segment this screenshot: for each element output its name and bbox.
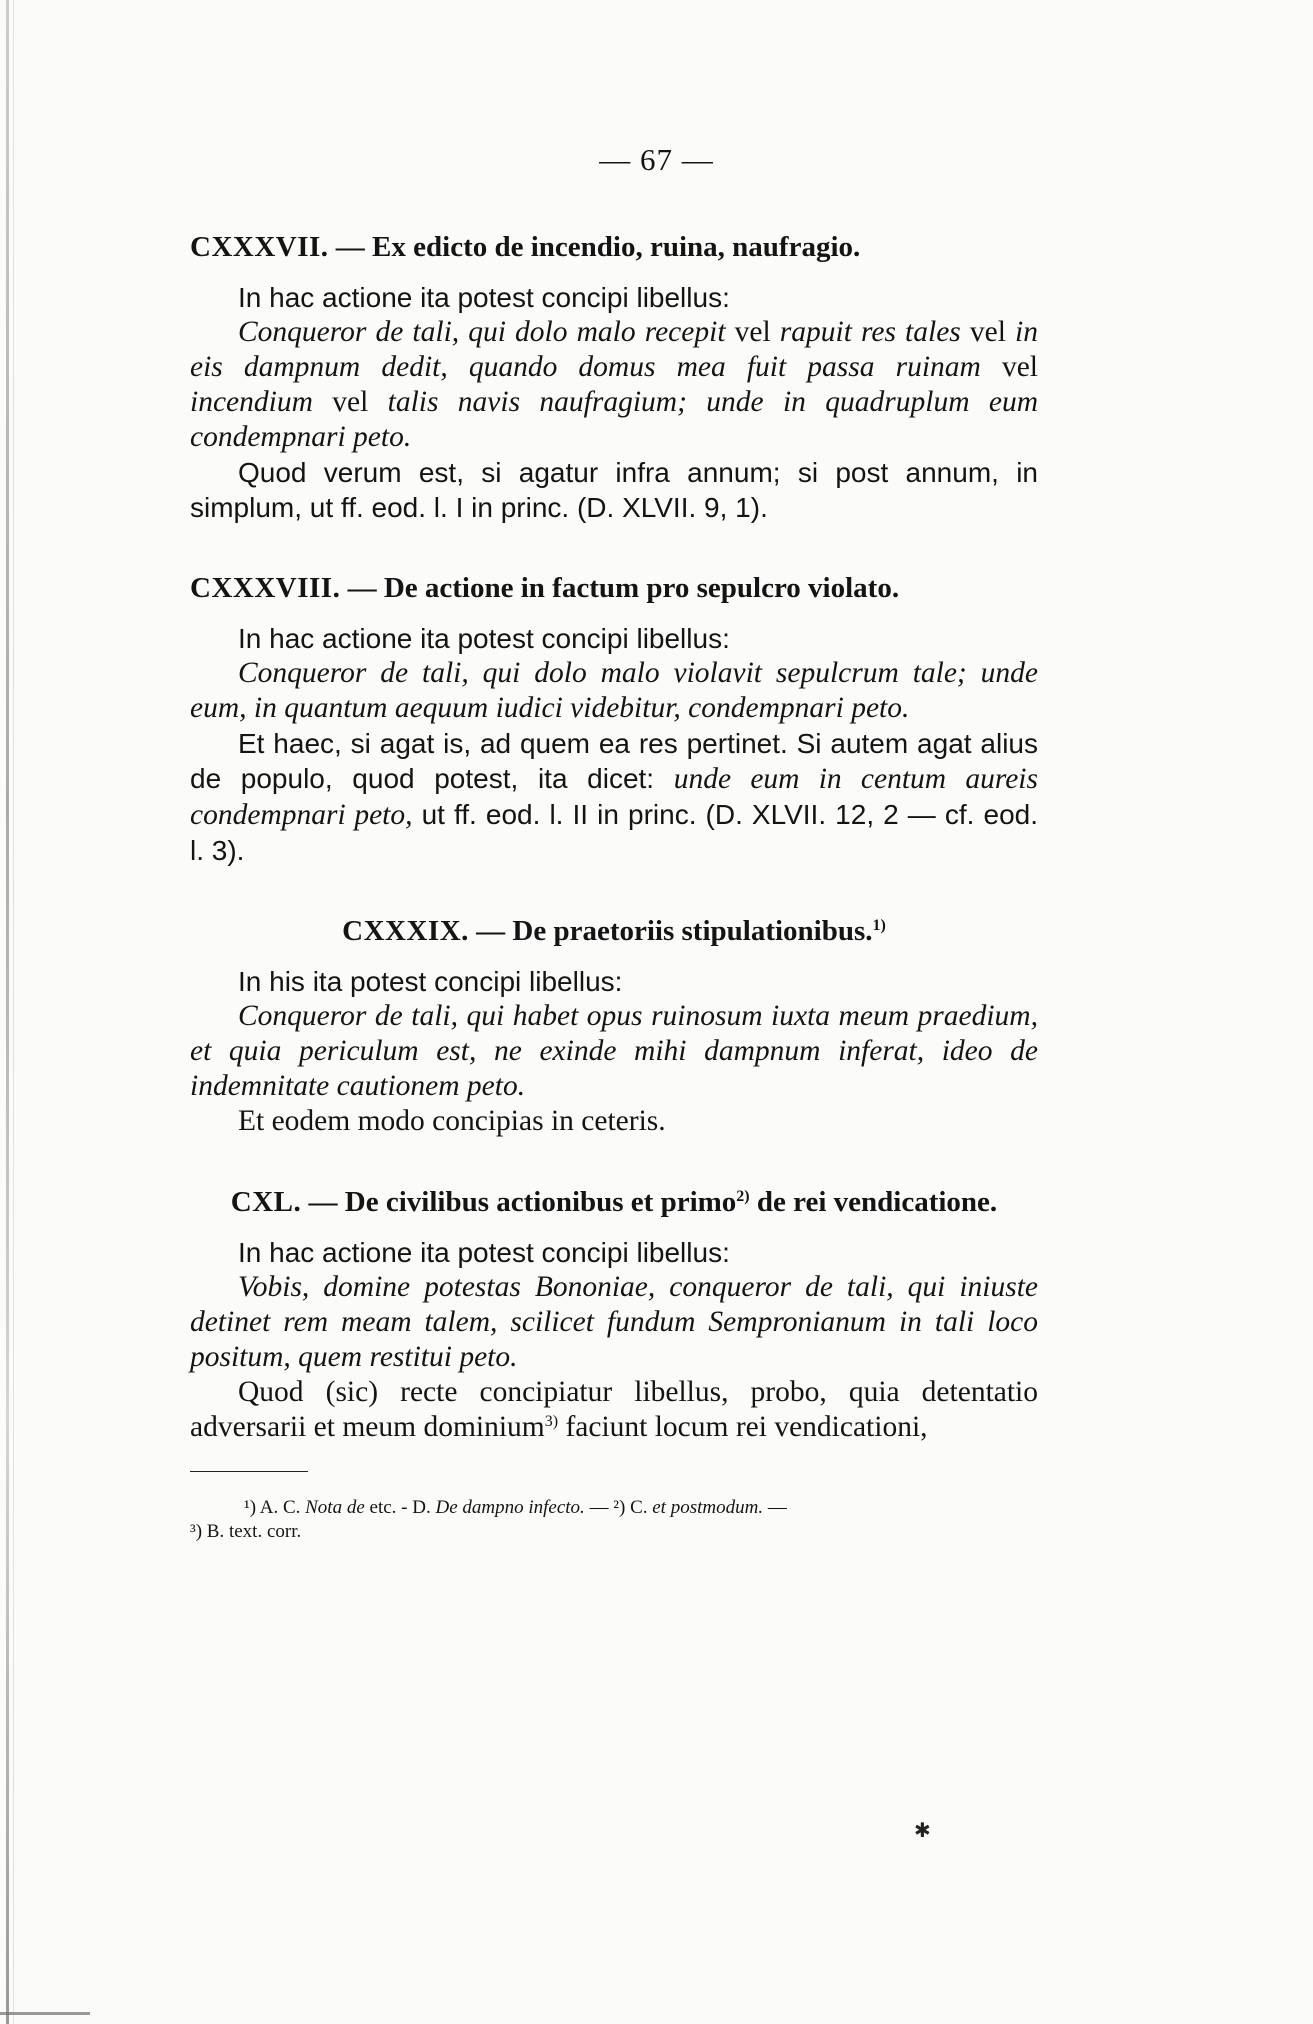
section-cxxxix [190,912,1038,1139]
footnote-text: text. corr. [224,1521,302,1542]
page-number: — 67 — [599,142,714,177]
commentary-text: Quod (sic) recte concipiatur libellus, probo, quia detentatio adversarii et meum dominium [190,1376,1038,1443]
section-commentary [190,1375,1038,1445]
formula-connector: vel [312,386,388,418]
page-body [190,228,1038,1544]
footnote-italic: et postmodum. [652,1497,764,1518]
footnote-ref: 3) [544,1413,559,1430]
ink-speck: ✱ [914,1820,931,1842]
footnote-text: — [584,1497,609,1518]
commentary-text: Et haec, si agat is, ad quem ea res pertinet. Si autem agat alius de populo, quod potest, ita dicet: [190,728,1038,794]
section-lead: In hac actione ita potest concipi libellus: [238,623,730,654]
commentary-formula: unde eum in centum aureis condempnari peto, [190,763,1038,831]
section-title: — De praetoriis stipulationibus. [476,915,873,947]
formula-text: rapuit res tales [779,316,961,348]
section-number: CXXXVII. [190,231,329,263]
formula-text: incendium [190,386,313,418]
section-commentary: Et eodem modo concipias in ceteris. [238,1105,666,1137]
footnote-line-1 [244,1496,1038,1520]
section-heading [190,228,1038,266]
footnote-marker: ³) B. [190,1521,225,1542]
section-lead: In his ita potest concipi libellus: [238,966,623,997]
formula-connector: vel [960,316,1016,348]
footnote-line-2 [190,1520,1038,1544]
section-number: CXXXIX. [342,915,469,947]
binding-bottom-mark [0,2012,90,2015]
section-heading [190,1183,1038,1221]
section-title-cont: de rei vendicatione. [749,1186,998,1218]
footnote-italic: De dampno infecto. [435,1497,585,1518]
footnote-ref: 1) [872,917,886,934]
section-cxl [190,1183,1038,1445]
footnote-ref: 2) [736,1188,750,1205]
footnote-rule [190,1471,308,1472]
section-lead: In hac actione ita potest concipi libellus: [238,282,730,313]
formula-connector: vel [725,316,780,348]
libellus-formula: Vobis, domine potestas Bononiae, conqueror de tali, qui iniuste detinet rem meam talem, scilicet fundum Sempronianum in tali loco positum, quem restitui peto. [190,1271,1038,1373]
section-title: — De actione in factum pro sepulcro violato. [347,572,900,604]
footnote-marker: ²) C. [608,1497,648,1518]
commentary-text: ut ff. eod. l. II in princ. (D. XLVII. 12, 2 — cf. eod. l. 3). [190,799,1038,866]
binding-shadow-line [13,0,14,2024]
section-heading [190,912,1038,950]
section-title: — Ex edicto de incendio, ruina, naufragio. [335,231,861,263]
footnote-text: — [763,1497,787,1518]
formula-text: Conqueror de tali, qui dolo malo recepit [238,316,726,348]
commentary-text: faciunt locum rei vendicationi, [558,1411,928,1443]
section-lead: In hac actione ita potest concipi libellus: [238,1237,730,1268]
section-cxxxvii [190,228,1038,525]
section-cxxxviii [190,569,1038,868]
formula-connector: vel [980,351,1038,383]
libellus-formula: Conqueror de tali, qui dolo malo violavit sepulcrum tale; unde eum, in quantum aequum iudici videbitur, condempnari peto. [190,657,1038,724]
section-heading [190,569,1038,607]
binding-shadow [6,0,9,2024]
footnote-text: etc. - D. [364,1497,431,1518]
footnotes [190,1496,1038,1544]
formula-text: in eis dampnum dedit, quando domus mea fuit passa ruinam [190,316,1038,383]
formula-text: talis navis naufragium; unde in quadruplum eum condempnari peto. [190,386,1038,453]
section-commentary: Quod verum est, si agatur infra annum; si post annum, in simplum, ut ff. eod. l. I in princ. (D. XLVII. 9, 1). [190,457,1038,523]
section-number: CXL. [230,1186,302,1218]
section-title: — De civilibus actionibus et primo [308,1186,737,1218]
section-number: CXXXVIII. [190,572,341,604]
libellus-formula: Conqueror de tali, qui habet opus ruinosum iuxta meum praedium, et quia periculum est, ne exinde mihi dampnum inferat, ideo de indemnitate cautionem peto. [190,1000,1038,1102]
section-commentary [190,726,1038,868]
footnote-italic: Nota de [305,1497,365,1518]
libellus-formula [190,315,1038,455]
footnote-marker: ¹) A. C. [244,1497,301,1518]
